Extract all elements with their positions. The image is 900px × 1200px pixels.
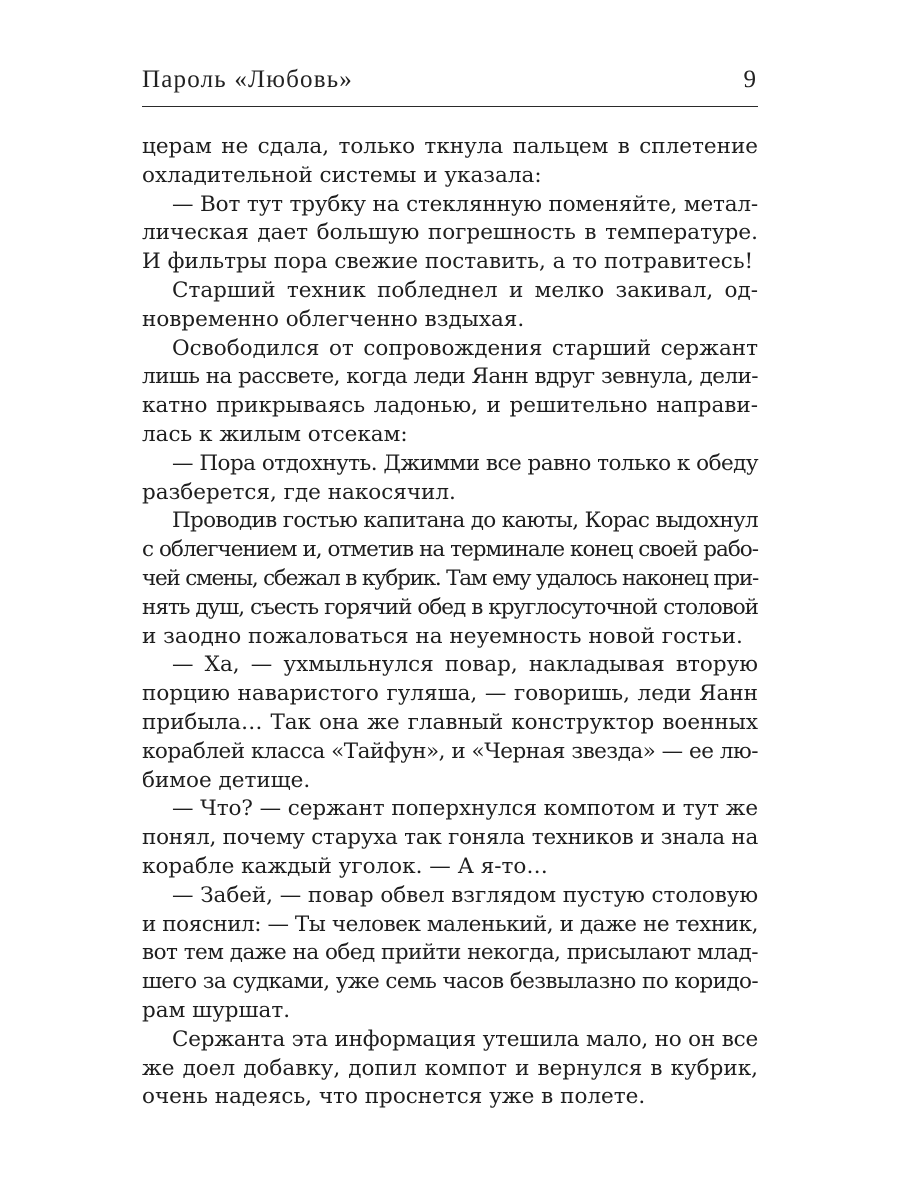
body-text — [142, 133, 758, 1112]
text-line: и заодно пожаловаться на неуемность новой гостьи. — [142, 623, 743, 649]
running-header — [142, 66, 758, 107]
text-line: и пояснил: — Ты человек маленький, и даже не техник, — [142, 911, 758, 937]
text-line: вот тем даже на обед прийти некогда, присылают млад- — [142, 940, 758, 966]
text-line: — Вот тут трубку на стеклянную поменяйте, метал- — [172, 191, 758, 217]
text-line: прибыла… Так она же главный конструктор военных — [142, 709, 758, 735]
text-line: лишь на рассвете, когда леди Яанн вдруг зевнула, дели- — [142, 364, 758, 390]
text-line: кораблей класса «Тайфун», и «Черная звезда» — ее лю- — [142, 738, 758, 764]
text-line: — Забей, — повар обвел взглядом пустую столовую — [172, 882, 758, 908]
text-line: очень надеясь, что проснется уже в полете. — [142, 1084, 646, 1110]
text-line: Проводив гостью капитана до каюты, Корас выдохнул — [172, 508, 758, 534]
text-line: катно прикрываясь ладонью, и решительно направи- — [142, 393, 758, 419]
running-title: Пароль «Любовь» — [142, 66, 354, 93]
text-line: рам шуршат. — [142, 997, 291, 1023]
text-line: бимое детище. — [142, 767, 311, 793]
page-number: 9 — [743, 66, 756, 93]
text-line: Освободился от сопровождения старший сержант — [172, 335, 758, 361]
text-line: И фильтры пора свежие поставить, а то потравитесь! — [142, 249, 754, 275]
text-line: — Ха, — ухмыльнулся повар, накладывая вторую — [172, 652, 758, 678]
text-line: — Что? — сержант поперхнулся компотом и тут же — [172, 796, 758, 822]
text-line: церам не сдала, только ткнула пальцем в сплетение — [142, 134, 758, 159]
text-line: Старший техник побледнел и мелко закивал, од- — [172, 277, 758, 303]
text-line: же доел добавку, допил компот и вернулся в кубрик, — [142, 1055, 758, 1081]
text-line: — Пора отдохнуть. Джимми все равно только к обеду — [172, 450, 758, 476]
text-line: нять душ, съесть горячий обед в круглосуточной столовой — [142, 594, 758, 620]
text-line: лическая дает большую погрешность в температуре. — [142, 220, 758, 246]
text-line: шего за судками, уже семь часов безвылазно по коридо- — [142, 969, 758, 995]
text-line: новременно облегченно вздыхая. — [142, 306, 525, 332]
text-line: порцию наваристого гуляша, — говоришь, леди Яанн — [142, 681, 758, 707]
text-line: корабле каждый уголок. — А я-то… — [142, 853, 548, 879]
text-line: чей смены, сбежал в кубрик. Там ему удалось наконец при- — [142, 565, 758, 591]
text-line: Сержанта эта информация утешила мало, но он все — [172, 1026, 758, 1052]
text-line: понял, почему старуха так гоняла техников и знала на — [142, 825, 758, 851]
text-line: лась к жилым отсекам: — [142, 421, 408, 447]
text-line: разберется, где накосячил. — [142, 479, 456, 505]
text-line: с облегчением и, отметив на терминале конец своей рабо- — [142, 537, 758, 563]
text-line: охладительной системы и указала: — [142, 162, 542, 188]
